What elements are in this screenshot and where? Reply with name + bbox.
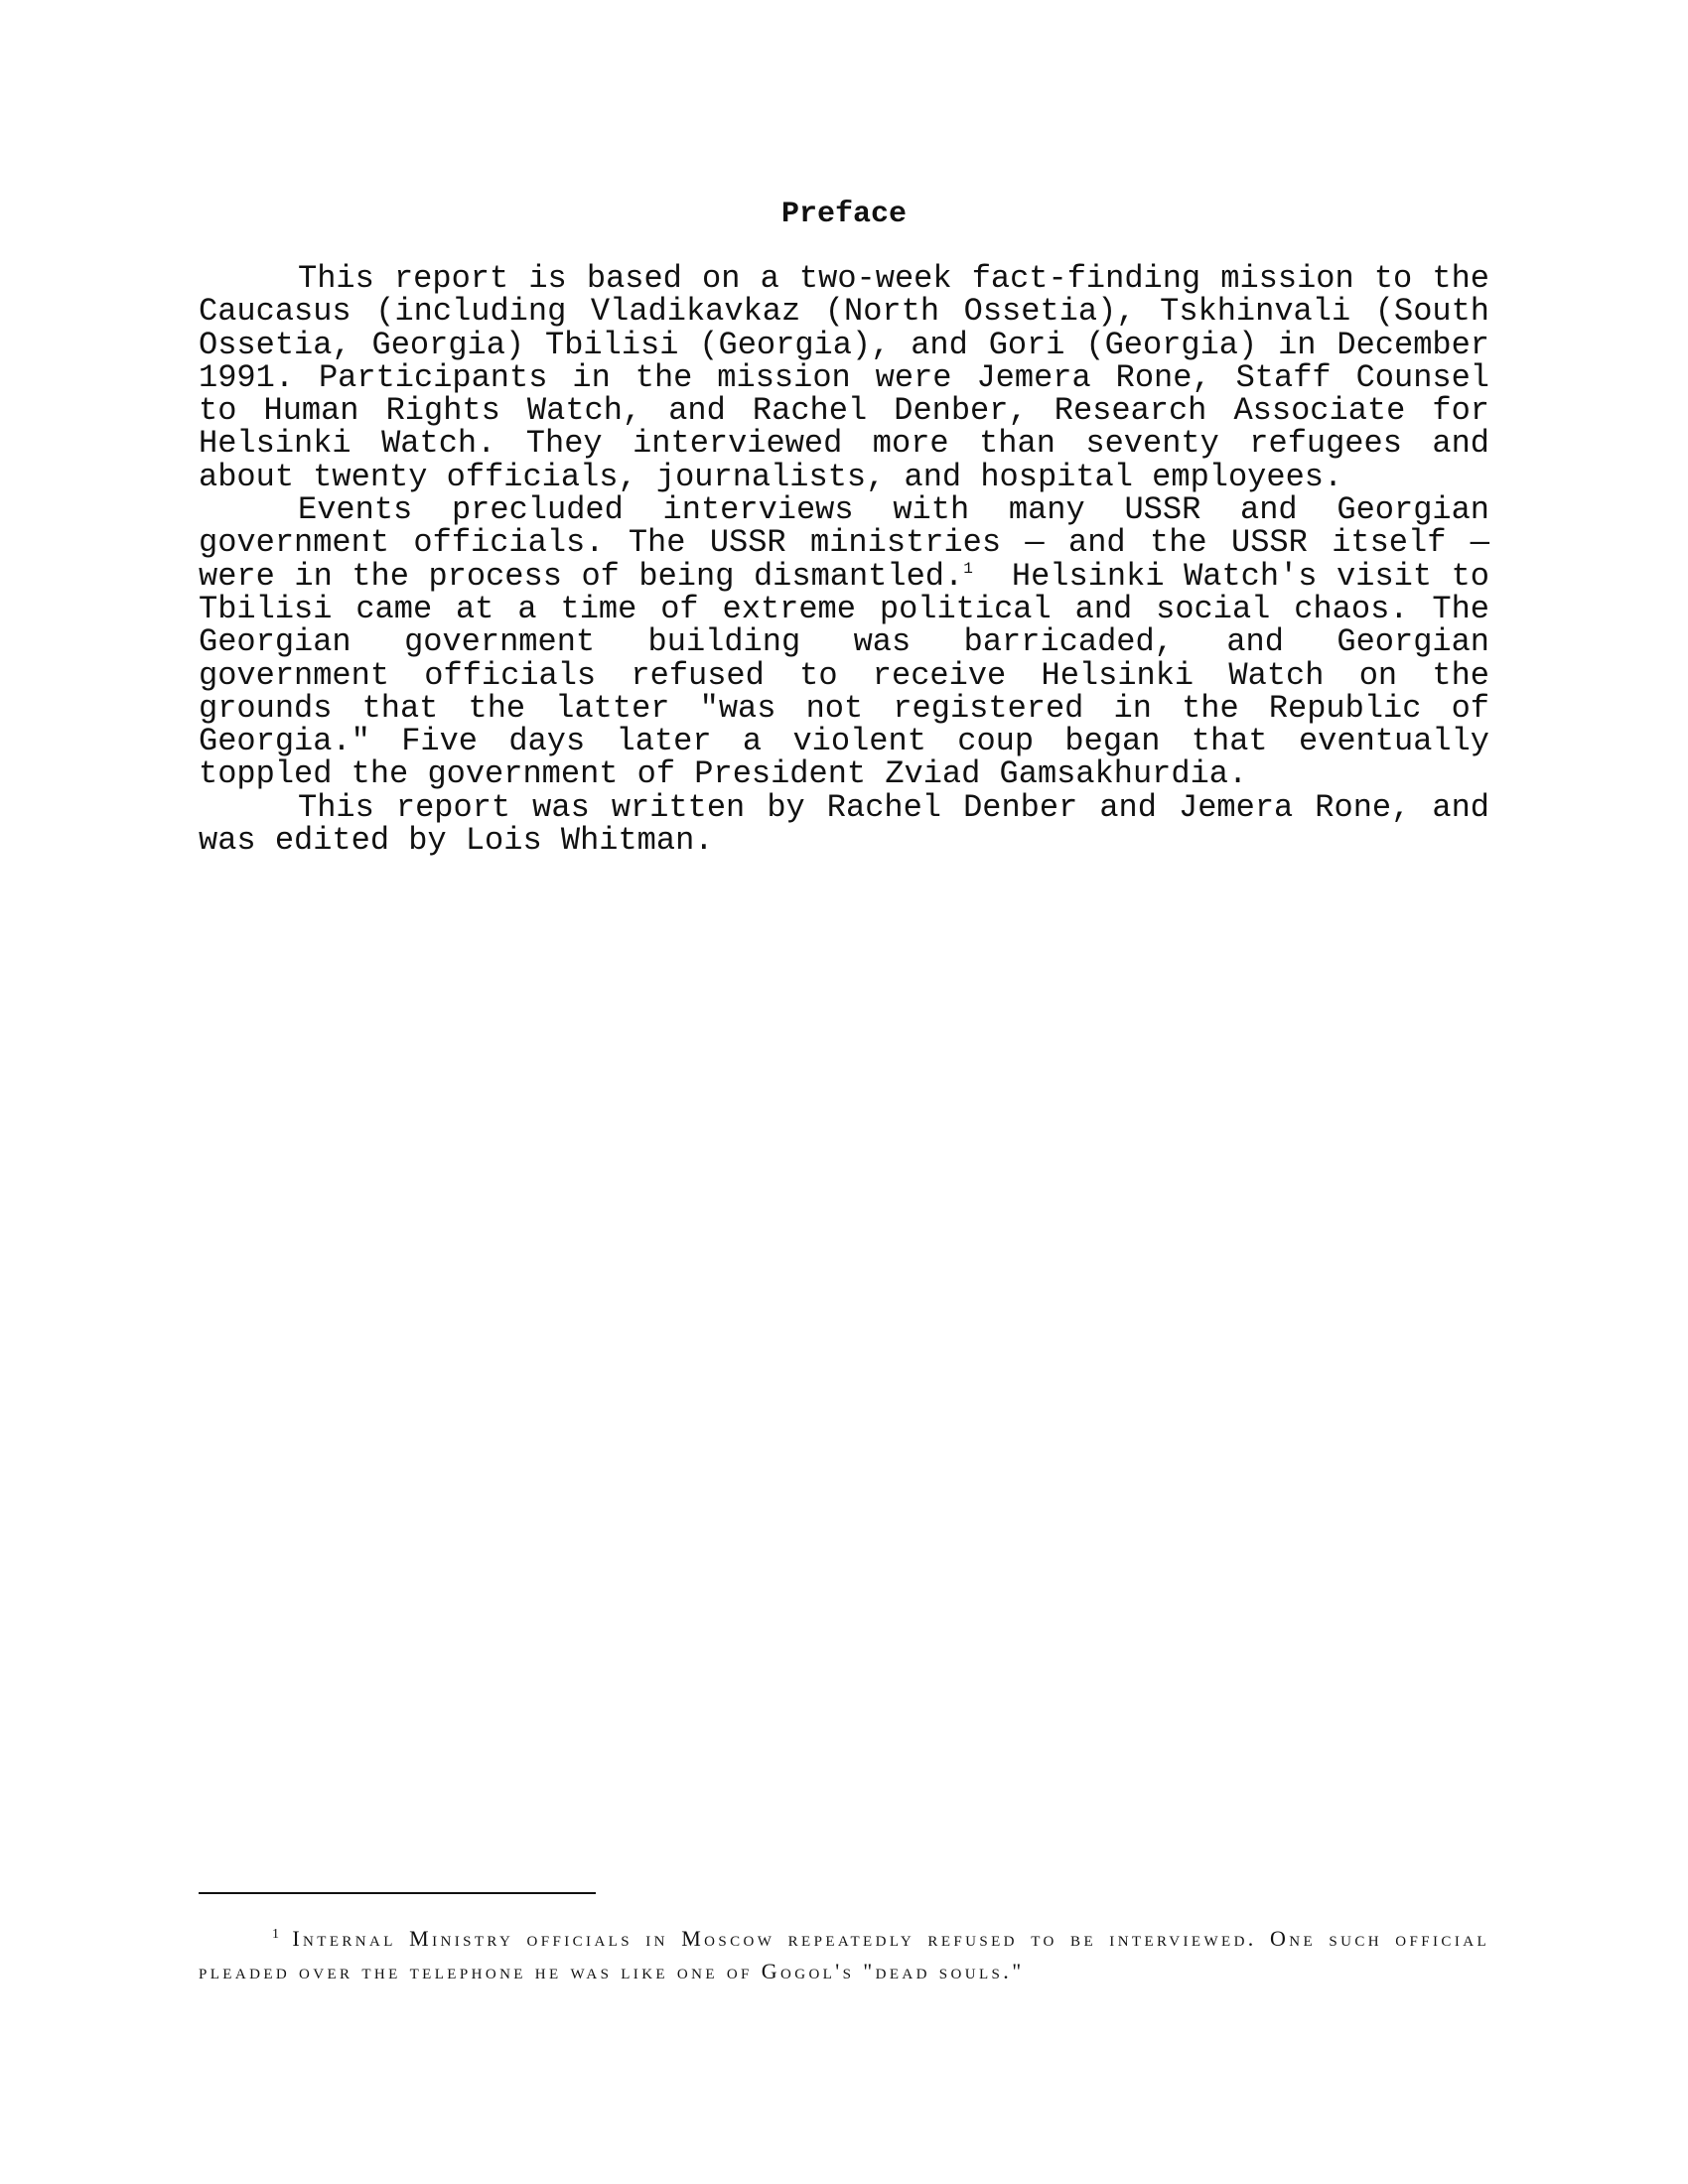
footnote-text: Internal Ministry officials in Moscow repeatedly refused to be interviewed. One such official pleaded over the telephone he was like one of Gogol's "dead souls." [199, 1926, 1490, 1983]
footnote [199, 1922, 1489, 1987]
footnote-number: 1 [272, 1927, 279, 1942]
paragraph-1: This report is based on a two-week fact-finding mission to the Caucasus (including Vladikavkaz (North Ossetia), Tskhinvali (South Ossetia, Georgia) Tbilisi (Georgia), and Gori (Georgia) in December 1991. Participants in the mission were Jemera Rone, Staff Counsel to Human Rights Watch, and Rachel Denber, Research Associate for Helsinki Watch. They interviewed more than seventy refugees and about twenty officials, journalists, and hospital employees. [199, 260, 1489, 495]
body-text [199, 260, 1509, 860]
footnote-divider [199, 1892, 596, 1894]
footnote-reference[interactable]: 1 [963, 559, 973, 578]
paragraph-3: This report was written by Rachel Denber and Jemera Rone, and was edited by Lois Whitman. [199, 788, 1489, 860]
page-title: Preface [780, 198, 908, 231]
paragraph-2-text-before-note: Events precluded interviews with many USSR and Georgian government officials. The USSR ministries — and the USSR itself — were in the process of being dismantled. [199, 491, 1489, 595]
paragraph-2 [199, 491, 1509, 793]
paragraph-2-text-after-note: Helsinki Watch's visit to Tbilisi came at a time of extreme political and social chaos. The Georgian government building was barricaded, and Georgian government officials refused to receive Helsinki Watch on the grounds that the latter "was not registered in the Republic of Georgia." Five days later a violent coup began that eventually toppled the government of President Zviad Gamsakhurdia. [199, 557, 1509, 793]
